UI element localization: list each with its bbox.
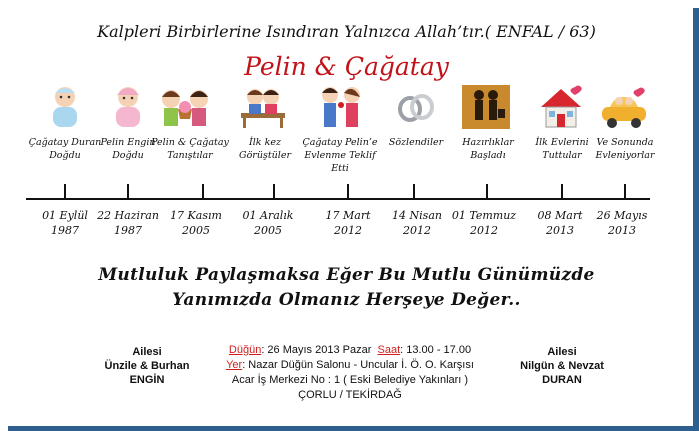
date-year: 1987	[51, 224, 79, 237]
date-year: 2012	[334, 224, 362, 237]
event-label: İlk kez Görüştüler	[239, 137, 291, 161]
timeline-tick	[64, 184, 66, 198]
family-surname: DURAN	[542, 374, 582, 386]
event-label: Sözlendiler	[388, 137, 444, 148]
city-line: ÇORLU / TEKİRDAĞ	[298, 389, 402, 401]
family-label: Ailesi	[547, 346, 577, 358]
card-shadow-right	[693, 8, 699, 431]
timeline-date	[444, 208, 524, 238]
timeline-tick	[273, 184, 275, 198]
date-day-month: 01 Aralık	[242, 209, 294, 222]
shopping-couple-icon	[459, 82, 513, 132]
date-day-month: 01 Temmuz	[451, 209, 517, 222]
date-day-month: 01 Eylül	[42, 209, 88, 222]
date-day-month: 26 Mayıs	[596, 209, 648, 222]
timeline-tick	[202, 184, 204, 198]
couple-names: Pelin & Çağatay	[244, 52, 449, 81]
place-line	[200, 358, 500, 373]
wedding-details	[200, 343, 500, 403]
address-line: Acar İş Merkezi No : 1 ( Eski Belediye Yakınları )	[231, 374, 469, 386]
motto-line-1: Mutluluk Paylaşmaksa Eğer Bu Mutlu Günümüzde	[98, 265, 595, 285]
event-label: Ve Sonunda Evleniyorlar	[595, 137, 655, 161]
timeline-tick	[486, 184, 488, 198]
date-day-month: 17 Mart	[325, 209, 371, 222]
timeline-date	[156, 208, 236, 238]
timeline-date	[308, 208, 388, 238]
date-year: 1987	[114, 224, 142, 237]
place-value: : Nazar Düğün Salonu - Uncular İ. Ö. O. Karşısı	[242, 359, 474, 371]
time-value: : 13.00 - 17.00	[400, 344, 472, 356]
wedding-date-line	[200, 343, 500, 358]
proposal-icon	[313, 82, 367, 132]
event-label: Çağatay Duran Doğdu	[28, 137, 102, 161]
date-year: 2005	[254, 224, 282, 237]
wedding-label: Düğün	[228, 344, 262, 356]
family-names: Nilgün & Nevzat	[520, 360, 604, 372]
timeline-tick	[127, 184, 129, 198]
rings-icon	[389, 82, 443, 132]
timeline-date	[228, 208, 308, 238]
baby-boy-icon	[38, 82, 92, 132]
event-label: Çağatay Pelin’e Evlenme Teklif Etti	[302, 137, 378, 174]
verse-text: Kalpleri Birbirlerine Isındıran Yalnızca Allah’tır.( ENFAL / 63)	[97, 22, 596, 41]
family-surname: ENGİN	[129, 374, 165, 386]
date-year: 2012	[403, 224, 431, 237]
date-day-month: 14 Nisan	[392, 209, 442, 222]
date-year: 2013	[546, 224, 574, 237]
timeline-date	[582, 208, 662, 238]
date-year: 2012	[470, 224, 498, 237]
timeline-axis	[26, 198, 650, 200]
family-label: Ailesi	[132, 346, 162, 358]
groom-family	[487, 345, 637, 387]
date-year: 2005	[182, 224, 210, 237]
event-label: Pelin Engin Doğdu	[100, 137, 156, 161]
family-names: Ünzile & Burhan	[104, 360, 190, 372]
date-day-month: 22 Haziran	[97, 209, 159, 222]
couple-bench-icon	[236, 82, 290, 132]
timeline-tick	[624, 184, 626, 198]
date-day-month: 08 Mart	[537, 209, 583, 222]
card-shadow-bottom	[8, 426, 699, 431]
motto-line-2: Yanımızda Olmanız Herşeye Değer..	[172, 290, 521, 310]
wedding-value: : 26 Mayıs 2013 Pazar	[261, 344, 372, 356]
place-label: Yer	[226, 359, 243, 371]
event-label: Hazırlıklar Başladı	[462, 137, 514, 161]
event-label: İlk Evlerini Tuttular	[535, 137, 589, 161]
timeline-tick	[413, 184, 415, 198]
wedding-car-icon	[597, 82, 651, 132]
baby-girl-icon	[101, 82, 155, 132]
date-day-month: 17 Kasım	[170, 209, 222, 222]
timeline-tick	[347, 184, 349, 198]
time-label: Saat	[377, 344, 401, 356]
couple-cupcake-icon	[158, 82, 212, 132]
date-year: 2013	[608, 224, 636, 237]
event-label: Pelin & Çağatay Tanıştılar	[151, 137, 229, 161]
timeline-tick	[561, 184, 563, 198]
house-icon	[534, 82, 588, 132]
